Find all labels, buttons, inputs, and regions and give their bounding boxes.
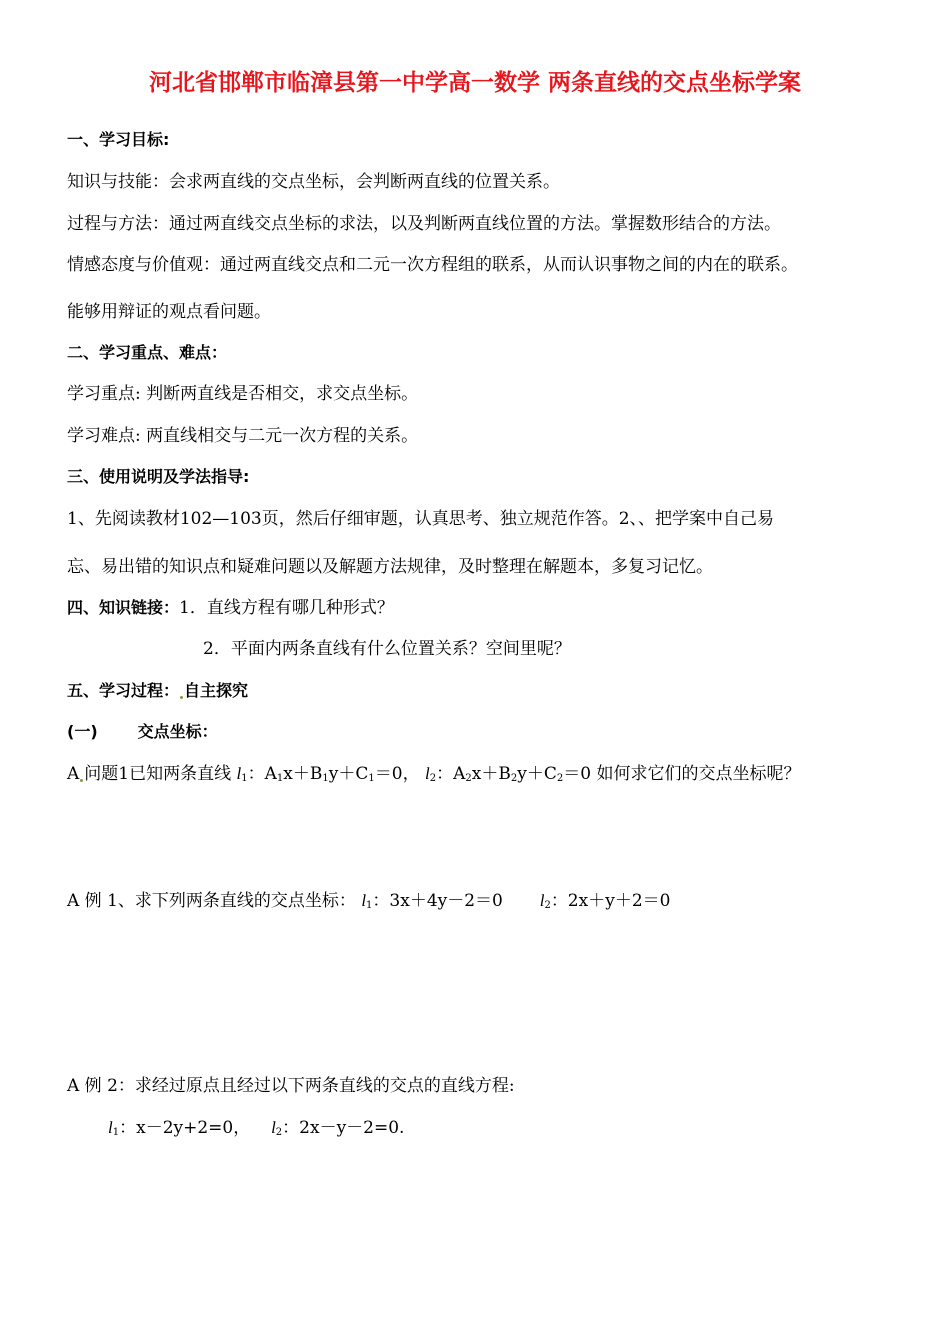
example-1-equation-2: ：2x＋y＋2＝0 xyxy=(550,891,671,911)
line-l1-symbol: l xyxy=(236,764,242,783)
section4-heading: 四、知识链接： xyxy=(67,598,180,617)
instruction-line-1: 1、先阅读教材102—103页，然后仔细审题，认真思考、独立规范作答。2、、把学案中自己易 xyxy=(67,509,775,529)
line-l1-symbol: l xyxy=(108,1118,113,1137)
link-question-1: 1．直线方程有哪几种形式？ xyxy=(179,598,394,618)
line-l2-symbol: l xyxy=(271,1118,276,1137)
problem-1: A 问题1已知两条直线 $l_1$：$A_1x+B_1y+C_1=0$， $l_2$：$A_2x+B_2y+C_2=0$ 如何求它们的交点坐标呢？ xyxy=(67,764,801,784)
problem-1-label: 问题1已知两条直线 xyxy=(84,764,232,784)
line-l1-symbol: l xyxy=(361,891,367,910)
example-1-equation-1: ：3x＋4y－2＝0 xyxy=(372,891,503,911)
ink-dot xyxy=(180,696,183,699)
line-l2-symbol: l xyxy=(539,891,545,910)
section5-heading: 五、学习过程： xyxy=(67,681,180,700)
instruction-line-2: 忘、易出错的知识点和疑难问题以及解题方法规律，及时整理在解题本，多复习记忆。 xyxy=(67,557,713,577)
example-1-label: A 例 1、求下列两条直线的交点坐标： xyxy=(67,891,356,911)
document-title: 河北省邯郸市临漳县第一中学高一数学 两条直线的交点坐标学案 xyxy=(148,70,801,96)
example-2-equation-1: ：x－2y+2=0， xyxy=(119,1118,251,1138)
problem-1-prefix: A xyxy=(67,764,80,784)
objective-dialectic: 能够用辩证的观点看问题。 xyxy=(67,302,271,322)
section2-heading: 二、学习重点、难点： xyxy=(67,343,228,362)
key-point: 学习重点: 判断两直线是否相交，求交点坐标。 xyxy=(67,384,419,404)
knowledge-link-row xyxy=(67,597,394,619)
difficult-point: 学习难点: 两直线相交与二元一次方程的关系。 xyxy=(67,426,419,446)
subsection-row xyxy=(67,721,218,743)
section3-heading: 三、使用说明及学法指导: xyxy=(67,467,250,486)
objective-knowledge: 知识与技能：会求两直线的交点坐标，会判断两直线的位置关系。 xyxy=(67,172,560,192)
example-2-equation-2: ：2x－y－2=0. xyxy=(282,1118,405,1138)
example-1: A 例 1、求下列两条直线的交点坐标： $l_1$：3x＋4y－2＝0 $l_2$：2x＋y＋2＝0 xyxy=(67,891,671,911)
line-l2-subscript: 2 xyxy=(429,773,437,784)
objective-process: 过程与方法：通过两直线交点坐标的求法，以及判断两直线位置的方法。掌握数形结合的方法。 xyxy=(67,214,781,234)
line-l2-symbol: l xyxy=(424,764,430,783)
section5-heading-row xyxy=(67,680,248,702)
ink-dot xyxy=(80,779,83,782)
example-2-equations: $l_1$：x－2y+2=0， $l_2$：2x－y－2=0. xyxy=(108,1118,405,1138)
section5-heading-tail: 自主探究 xyxy=(184,681,249,700)
subsection-title: 交点坐标： xyxy=(137,722,218,741)
section1-heading: 一、学习目标: xyxy=(67,130,170,149)
line-l1-subscript: 1 xyxy=(241,773,248,784)
objective-attitude: 情感态度与价值观：通过两直线交点和二元一次方程组的联系，从而认识事物之间的内在的联系。 xyxy=(67,255,798,275)
example-2-label: A 例 2：求经过原点且经过以下两条直线的交点的直线方程: xyxy=(67,1076,515,1096)
link-question-2: 2．平面内两条直线有什么位置关系？空间里呢？ xyxy=(203,639,571,659)
subsection-number: (一) xyxy=(67,722,98,741)
